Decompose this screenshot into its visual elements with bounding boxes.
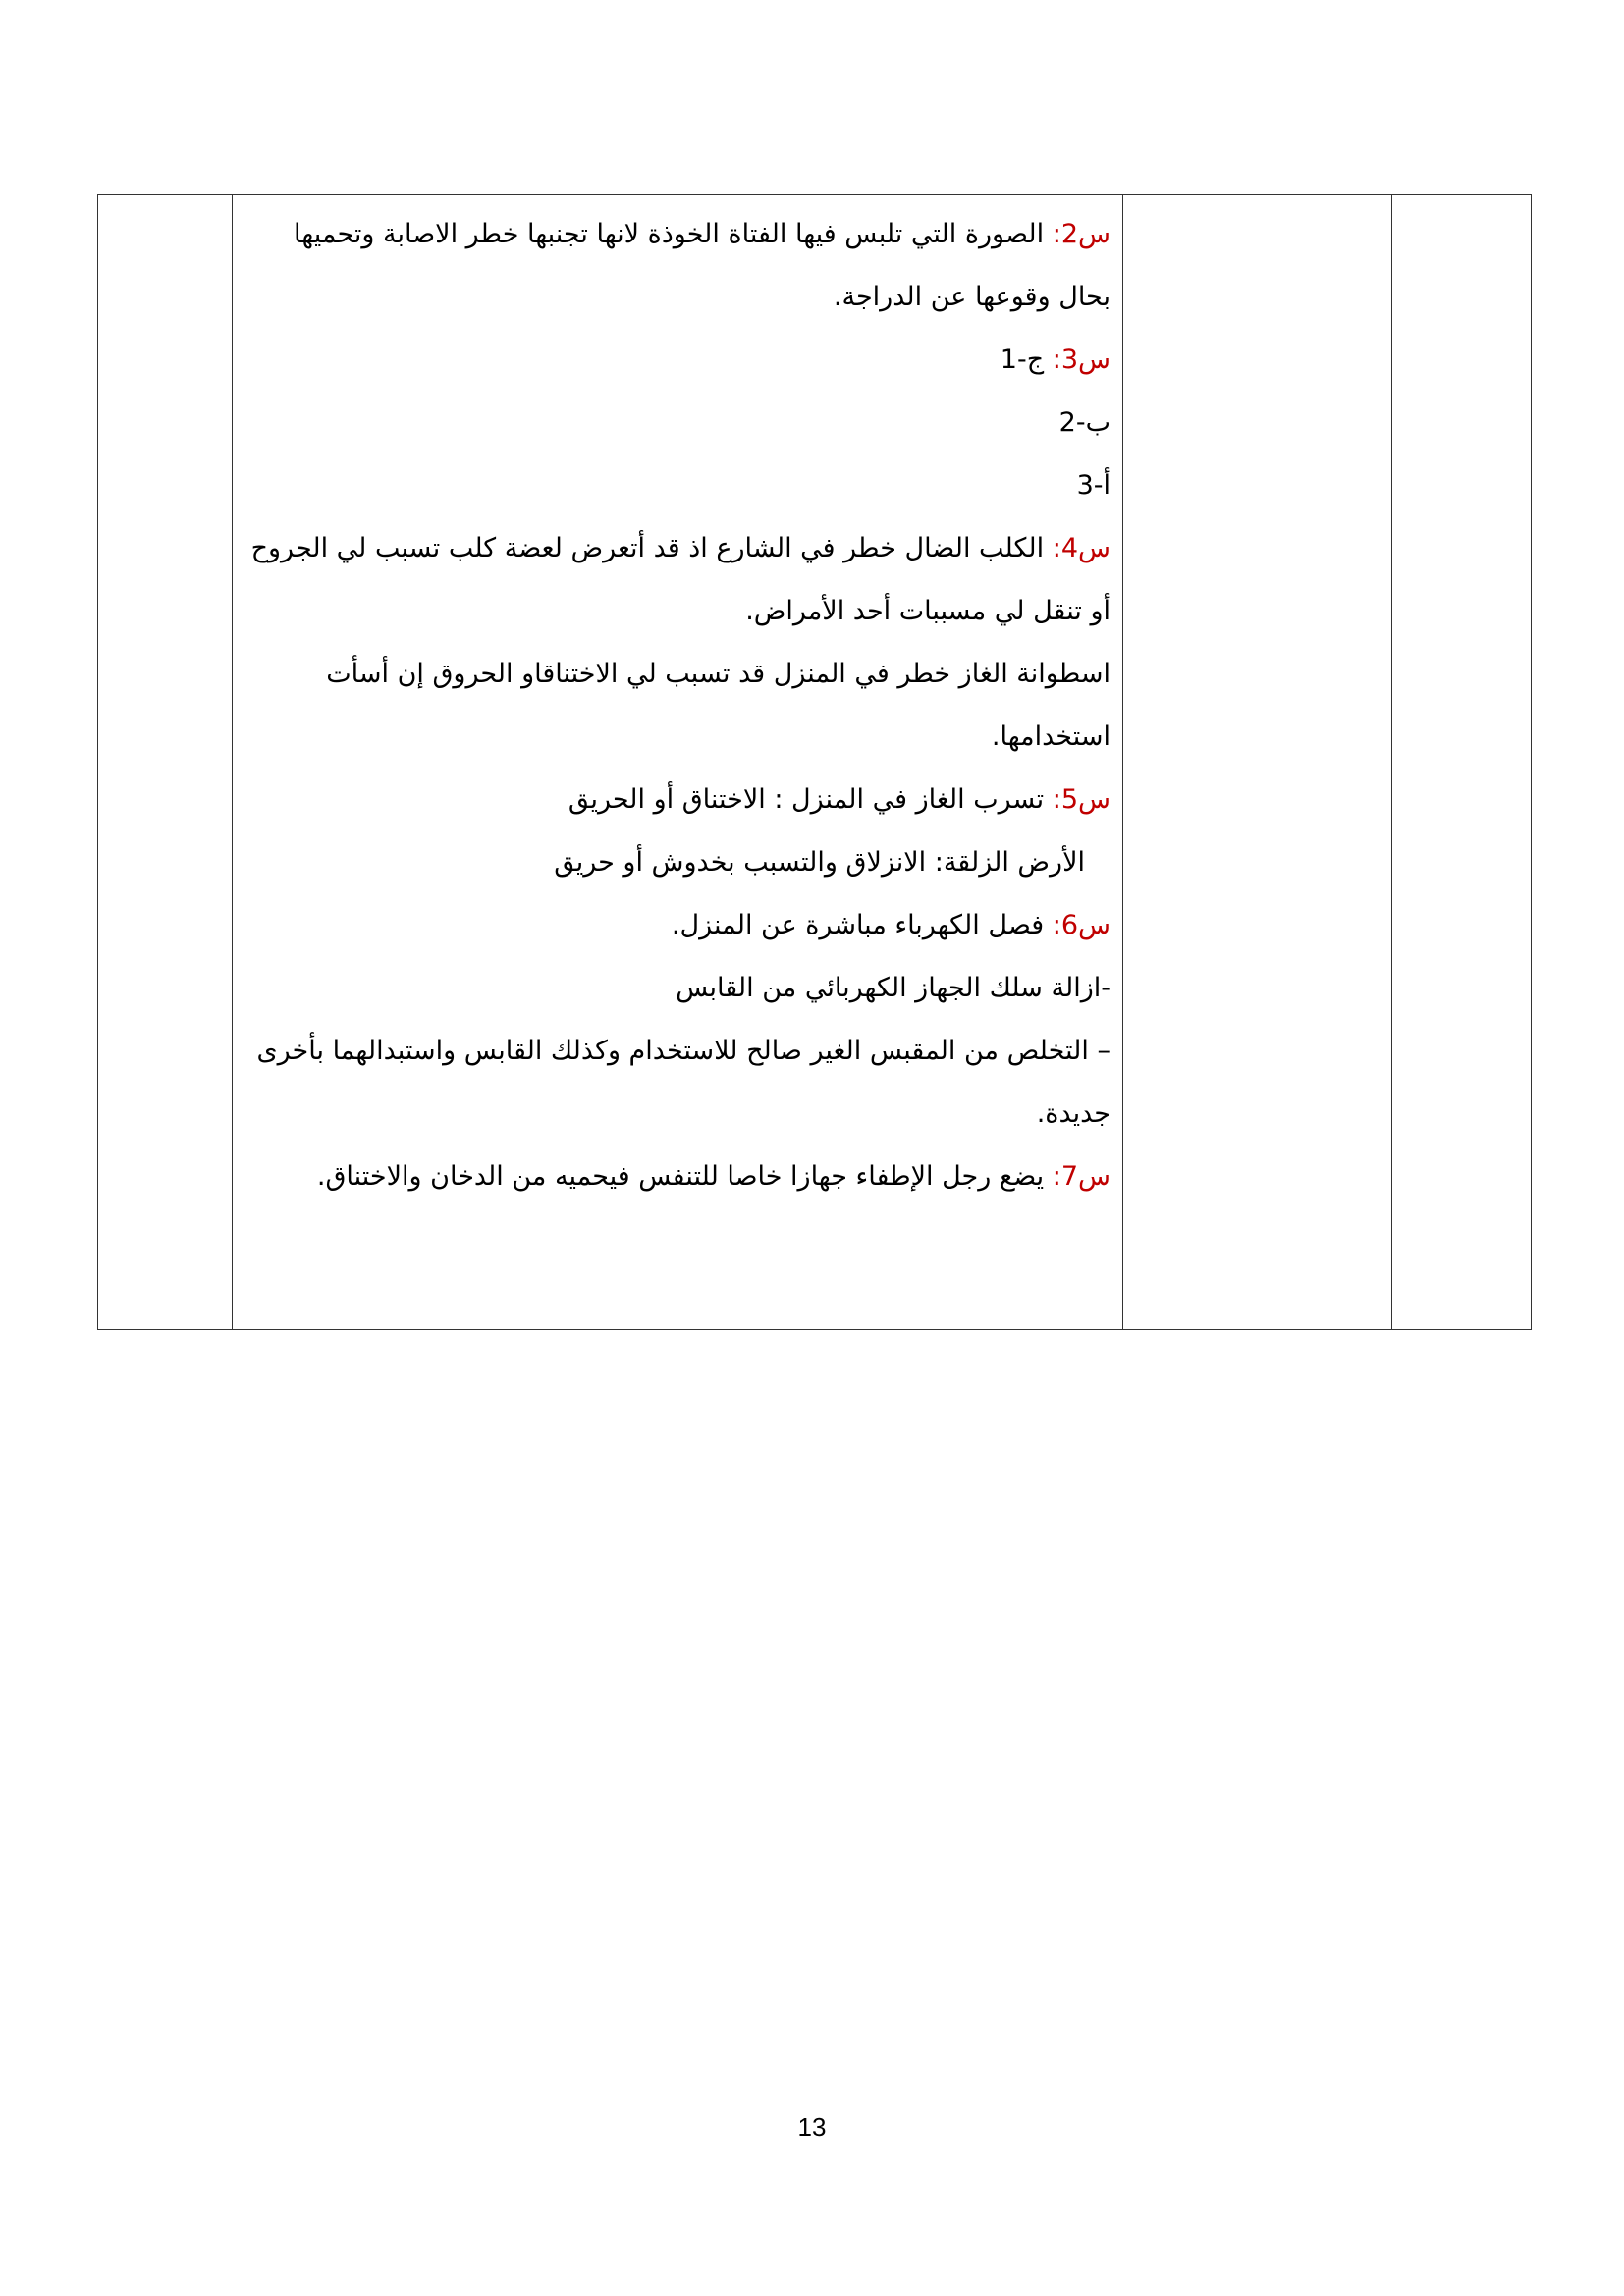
- answer-4-line-1: س4: الكلب الضال خطر في الشارع اذ قد أتعرض لعضة كلب تسبب لي الجروح أو تنقل لي مسببات أحد الأمراض.: [250, 533, 1110, 626]
- answer-2-line-1: س2: الصورة التي تلبس فيها الفتاة الخوذة لانها تجنبها خطر الاصابة وتحميها بحال وقوعها عن الدراجة.: [294, 219, 1110, 312]
- answers-cell: [233, 195, 1123, 1330]
- question-label-3: س3:: [1052, 345, 1110, 375]
- answer-3-line-2: 2-ب: [1058, 407, 1110, 438]
- question-label-2: س2:: [1052, 219, 1110, 249]
- empty-cell-right: [1392, 195, 1532, 1330]
- answer-5-line-1: س5: تسرب الغاز في المنزل : الاختناق أو الحريق: [568, 784, 1110, 815]
- empty-cell-middle: [1123, 195, 1392, 1330]
- answers-table: [97, 194, 1532, 1330]
- empty-cell-left: [98, 195, 233, 1330]
- answer-6-line-3: – التخلص من المقبس الغير صالح للاستخدام وكذلك القابس واستبدالهما بأخرى جديدة.: [256, 1036, 1110, 1129]
- answer-3-line-3: 3-أ: [1076, 470, 1110, 501]
- question-label-6: س6:: [1052, 910, 1110, 940]
- answer-6-line-1: س6: فصل الكهرباء مباشرة عن المنزل.: [671, 910, 1110, 940]
- answers-text: [233, 195, 1122, 1208]
- answer-4-line-2: اسطوانة الغاز خطر في المنزل قد تسبب لي الاختناقاو الحروق إن أسأت استخدامها.: [326, 659, 1110, 752]
- answer-5-line-2: الأرض الزلقة: الانزلاق والتسبب بخدوش أو حريق: [554, 847, 1085, 878]
- question-label-5: س5:: [1052, 784, 1110, 815]
- answer-6-line-2: -ازالة سلك الجهاز الكهربائي من القابس: [676, 973, 1110, 1003]
- question-label-4: س4:: [1052, 533, 1110, 563]
- answer-3-line-1: س3: 1-ج: [1000, 345, 1110, 375]
- answer-7-line-1: س7: يضع رجل الإطفاء جهازا خاصا للتنفس فيحميه من الدخان والاختناق.: [316, 1161, 1110, 1192]
- table-row: [98, 195, 1532, 1330]
- question-label-7: س7:: [1052, 1161, 1110, 1192]
- page-number: 13: [797, 2112, 827, 2142]
